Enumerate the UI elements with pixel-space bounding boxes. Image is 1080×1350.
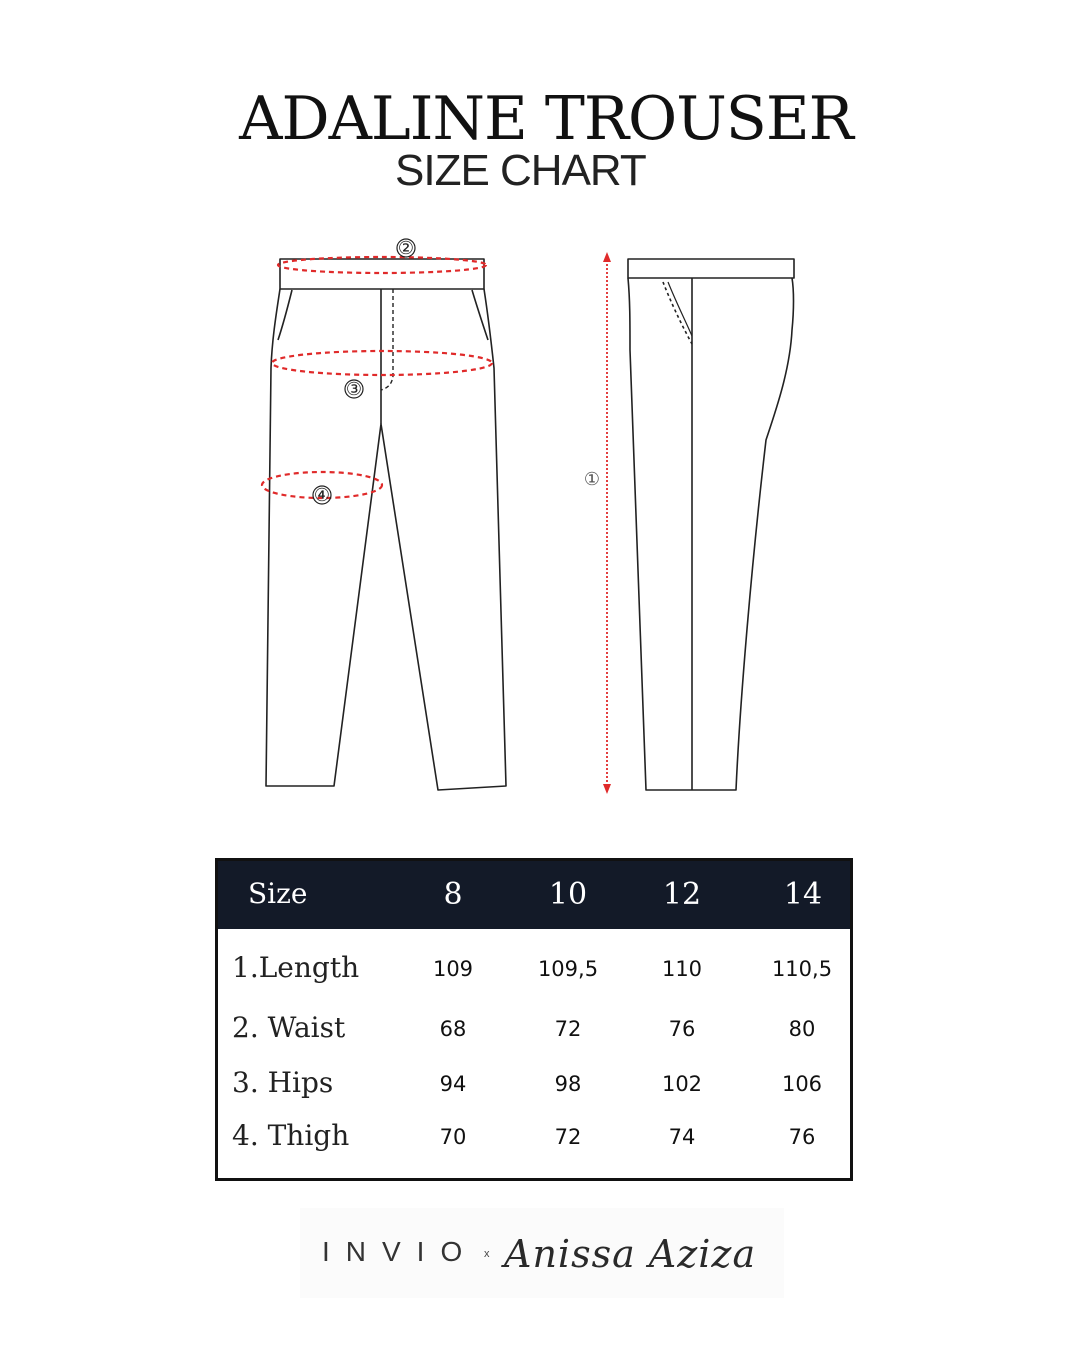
side-pocket-edge: [668, 282, 692, 336]
hips-measure-line: [272, 351, 492, 375]
page-title: ADALINE TROUSER: [239, 84, 853, 154]
table-cell: 76: [668, 1017, 696, 1041]
size-header-cell: 14: [783, 877, 823, 912]
table-cell: 80: [788, 1017, 816, 1041]
table-row: [218, 1011, 850, 1061]
brand-logo: INVIO: [322, 1236, 479, 1267]
table-row: [218, 951, 850, 1001]
size-table-header: [218, 861, 850, 929]
table-cell: 110,5: [771, 957, 833, 981]
table-cell: 110: [661, 957, 703, 981]
table-cell: 109: [432, 957, 474, 981]
row-label: 1.Length: [232, 951, 360, 984]
table-cell: 106: [781, 1072, 823, 1096]
table-cell: 72: [554, 1017, 582, 1041]
thigh-marker: ④: [313, 485, 331, 506]
hips-marker: ③: [345, 379, 363, 400]
side-waistband: [628, 259, 794, 278]
size-header-cell: 12: [662, 877, 702, 912]
table-cell: 98: [554, 1072, 582, 1096]
front-view-trouser: [266, 259, 506, 790]
side-pocket: [663, 282, 692, 344]
collaborator-logo: Anissa Aziza: [504, 1232, 757, 1276]
table-cell: 76: [788, 1125, 816, 1149]
brand-footer: [300, 1208, 784, 1298]
table-cell: 72: [554, 1125, 582, 1149]
side-view-trouser: [628, 259, 794, 790]
table-cell: 102: [661, 1072, 703, 1096]
front-left-pocket: [278, 290, 292, 340]
table-row: [218, 1119, 850, 1169]
size-table: [215, 858, 853, 1181]
row-label: 3. Hips: [232, 1066, 334, 1099]
waist-marker: ②: [397, 238, 415, 259]
row-label: 2. Waist: [232, 1011, 346, 1044]
table-cell: 68: [439, 1017, 467, 1041]
table-cell: 70: [439, 1125, 467, 1149]
size-header-cell: 8: [443, 877, 463, 912]
front-outline: [266, 289, 506, 790]
brand-connector: x: [484, 1248, 490, 1260]
size-header-cell: 10: [548, 877, 588, 912]
side-outline: [628, 278, 794, 790]
front-waistband: [280, 259, 484, 289]
row-label: 4. Thigh: [232, 1119, 350, 1152]
size-header-label: Size: [248, 877, 308, 910]
page-subtitle: SIZE CHART: [395, 146, 646, 195]
measure-lines: [262, 257, 492, 498]
table-row: [218, 1066, 850, 1116]
length-arrow: [603, 252, 611, 794]
table-cell: 109,5: [537, 957, 599, 981]
table-cell: 74: [668, 1125, 696, 1149]
table-cell: 94: [439, 1072, 467, 1096]
length-marker: ①: [583, 469, 601, 490]
